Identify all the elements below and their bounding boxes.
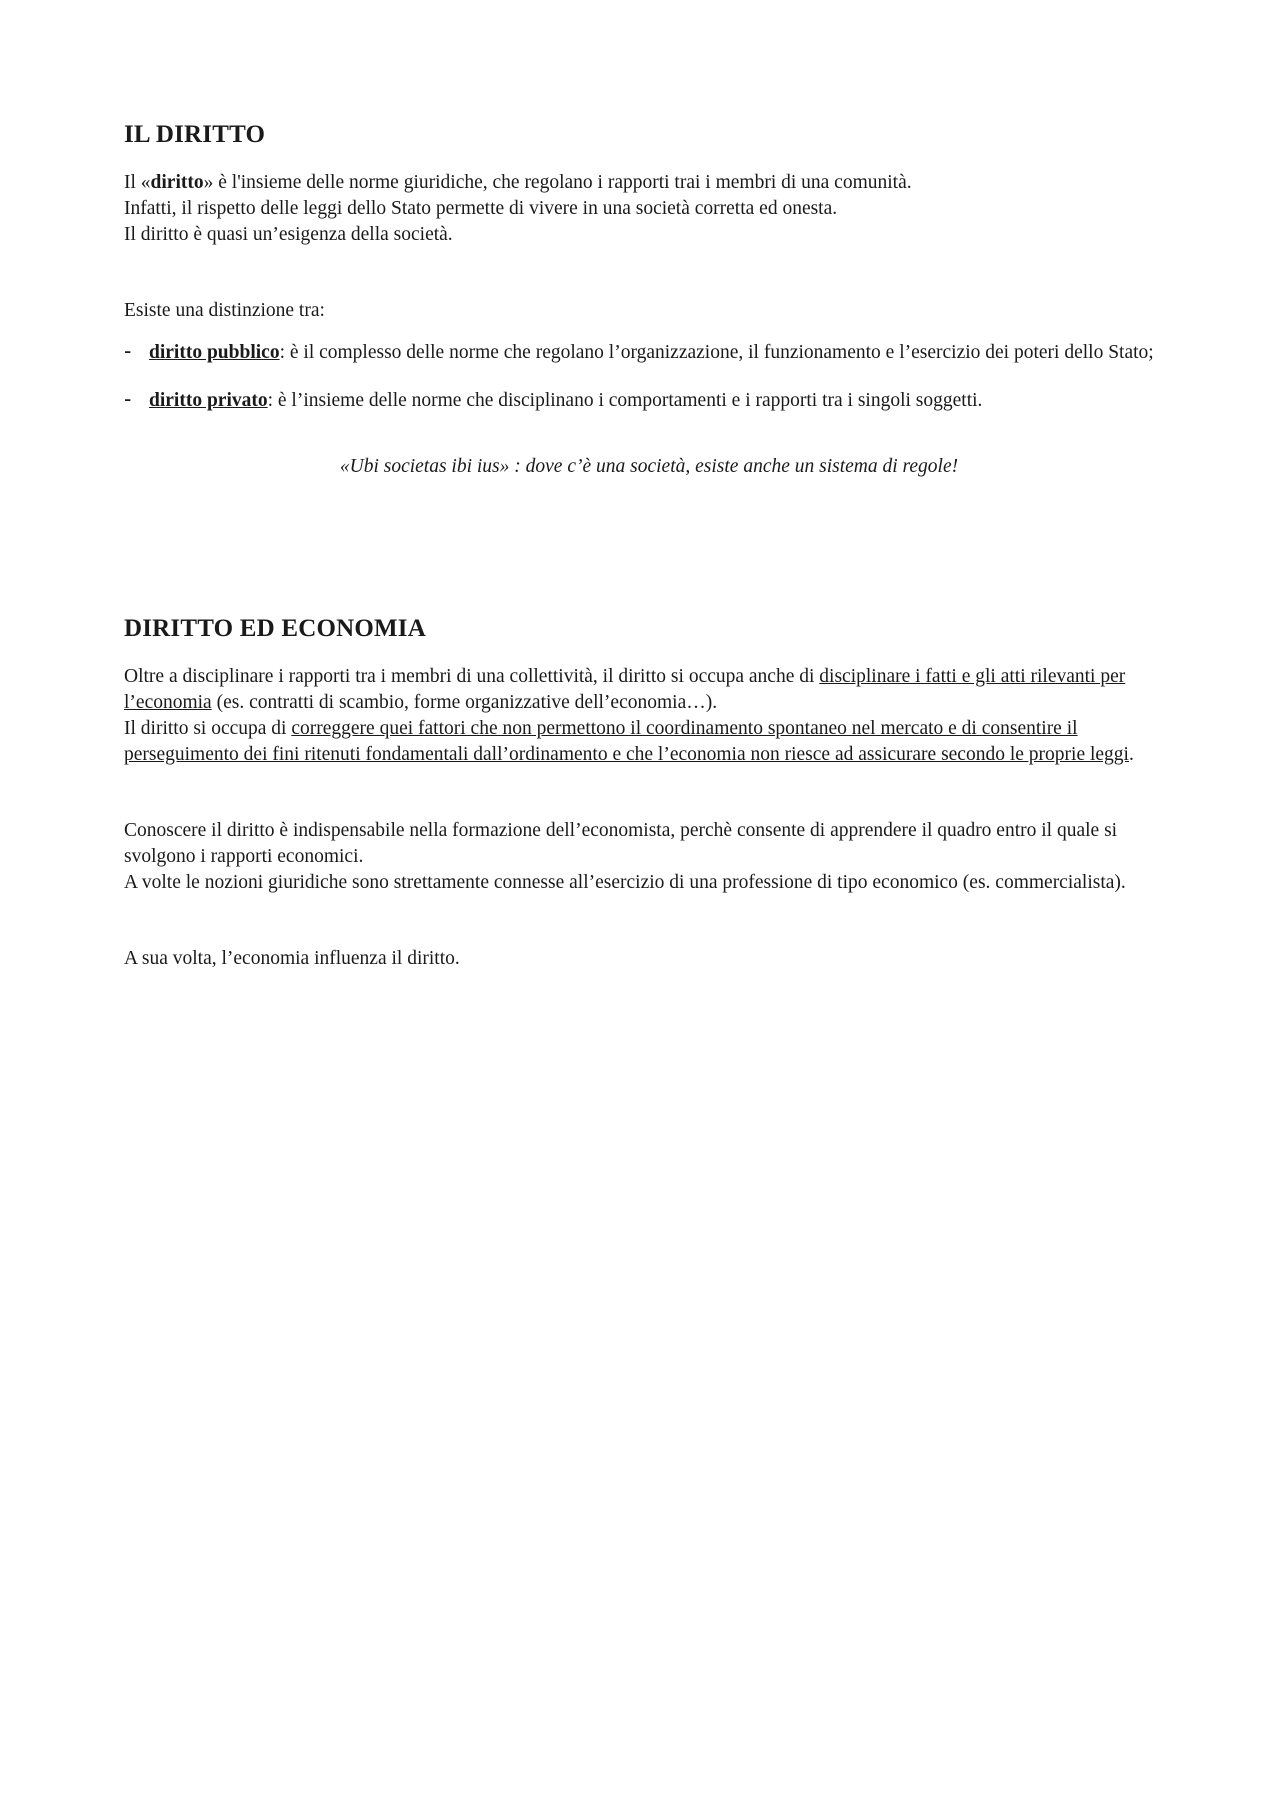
term-diritto: diritto bbox=[150, 172, 204, 193]
distinction-list bbox=[124, 340, 1174, 414]
paragraph-1: Oltre a disciplinare i rapporti tra i membri di una collettività, il diritto si occupa anche di disciplinare i fatti e gli atti rilevanti per l’economia (es. contratti di scambio, forme organizzative dell’economia…). bbox=[124, 666, 1126, 713]
list-item: - diritto privato: è l’insieme delle norme che disciplinano i comportamenti e i rapporti tra i singoli soggetti. bbox=[124, 386, 983, 411]
section-title: IL DIRITTO bbox=[124, 121, 266, 148]
dash-bullet: - bbox=[124, 338, 132, 363]
underlined-text: correggere quei fattori che non permettono il coordinamento spontaneo nel mercato e di consentire il perseguimento dei fini ritenuti fondamentali dall’ordinamento e che l’economia non riesce ad assicurare secondo le proprie leggi bbox=[124, 718, 1129, 765]
latin-quote: «Ubi societas ibi ius» : dove c’è una società, esiste anche un sistema di regole! bbox=[339, 456, 959, 477]
list-item: - diritto pubblico: è il complesso delle norme che regolano l’organizzazione, il funzionamento e l’esercizio dei poteri dello Stato; bbox=[124, 338, 1154, 363]
underlined-text: disciplinare i fatti e gli atti rilevanti per l’economia bbox=[124, 666, 1126, 713]
section-diritto-ed-economia bbox=[124, 614, 1174, 972]
paragraph-2: Il diritto si occupa di correggere quei fattori che non permettono il coordinamento spontaneo nel mercato e di consentire il perseguimento dei fini ritenuti fondamentali dall’ordinamento e che l’economia non riesce ad assicurare secondo le proprie leggi. bbox=[124, 718, 1134, 765]
term-diritto-pubblico: diritto pubblico bbox=[149, 342, 280, 363]
intro-paragraph: Il «diritto» è l'insieme delle norme giuridiche, che regolano i rapporti trai i membri di una comunità. Infatti, il rispetto delle leggi dello Stato permette di vivere in una società corretta ed onesta. Il diritto è quasi un’esigenza della società. bbox=[124, 172, 912, 245]
document-page bbox=[124, 120, 1174, 972]
term-diritto-privato: diritto privato bbox=[149, 390, 268, 411]
dash-bullet: - bbox=[124, 386, 132, 411]
paragraph-3: Conoscere il diritto è indispensabile nella formazione dell’economista, perchè consente di apprendere il quadro entro il quale si svolgono i rapporti economici. A volte le nozioni giuridiche sono strettamente connesse all’esercizio di una professione di tipo economico (es. commercialista). bbox=[124, 820, 1126, 893]
section-il-diritto bbox=[124, 120, 1174, 480]
paragraph-4: A sua volta, l’economia influenza il diritto. bbox=[124, 948, 460, 969]
distinction-intro: Esiste una distinzione tra: bbox=[124, 300, 325, 321]
section-title: DIRITTO ED ECONOMIA bbox=[124, 615, 426, 642]
